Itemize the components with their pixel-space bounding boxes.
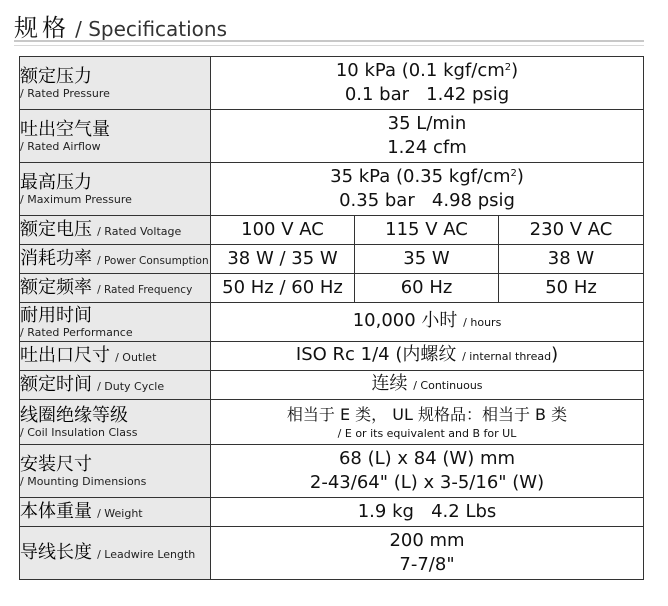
title-underline — [14, 40, 644, 42]
value-text: 35 kPa (0.35 kgf/cm — [330, 166, 511, 187]
row-label — [20, 498, 211, 527]
value-cell: 60 Hz — [355, 274, 499, 303]
label-zh: 吐出口尺寸 — [20, 345, 110, 366]
table-row-rated-voltage — [20, 216, 644, 245]
value-text: 10 kPa (0.1 kgf/cm — [335, 60, 505, 81]
row-value — [211, 163, 644, 216]
row-label — [20, 245, 211, 274]
row-label — [20, 342, 211, 371]
label-zh: 耐用时间 — [20, 304, 92, 326]
row-value — [211, 371, 644, 400]
label-en: / Weight — [97, 507, 143, 520]
label-en: / Rated Pressure — [20, 86, 110, 100]
row-label — [20, 445, 211, 498]
label-zh: 线圈绝缘等级 — [20, 404, 128, 426]
table-row-weight — [20, 498, 644, 527]
value-line-2: 2-43/64" (L) x 3-5/16" (W) — [309, 472, 545, 493]
value-text: ) — [511, 60, 519, 81]
table-row-power-consumption — [20, 245, 644, 274]
label-zh: 吐出空气量 — [20, 118, 110, 140]
row-value — [211, 342, 644, 371]
superscript: 2 — [510, 168, 517, 179]
value-line-1 — [211, 165, 643, 189]
label-en: / Rated Frequency — [97, 284, 193, 296]
value-cell: 230 V AC — [499, 216, 644, 245]
value-text: ) — [516, 166, 524, 187]
row-label — [20, 57, 211, 110]
value-text-small: / internal thread — [462, 350, 552, 363]
value-cell: 38 W / 35 W — [211, 245, 355, 274]
value-text: 连续 — [371, 373, 408, 394]
row-label — [20, 274, 211, 303]
superscript: 2 — [504, 62, 512, 73]
label-en: / Power Consumption — [97, 255, 209, 267]
value-line-2: / E or its equivalent and B for UL — [337, 427, 517, 440]
value-cell: 38 W — [499, 245, 644, 274]
table-row-rated-pressure — [20, 57, 644, 110]
row-value — [211, 110, 644, 163]
row-value: 1.9 kg 4.2 Lbs — [211, 498, 644, 527]
value-line-2: 1.24 cfm — [387, 137, 467, 158]
label-zh: 最高压力 — [20, 171, 92, 193]
table-row-mounting-dimensions — [20, 445, 644, 498]
label-en: / Outlet — [115, 351, 157, 364]
value-line-1 — [211, 59, 643, 83]
label-zh: 额定时间 — [20, 374, 92, 395]
table-row-outlet — [20, 342, 644, 371]
value-text-small: / hours — [463, 316, 502, 329]
specifications-table — [19, 56, 644, 580]
label-en: / Rated Airflow — [20, 139, 101, 153]
table-row-maximum-pressure — [20, 163, 644, 216]
table-row-leadwire-length — [20, 527, 644, 580]
value-line-2: 7-7/8" — [399, 554, 455, 575]
label-zh: 额定压力 — [20, 65, 92, 87]
title-underline-secondary — [14, 45, 644, 46]
label-en: / Maximum Pressure — [20, 192, 132, 206]
title-english: / Specifications — [75, 17, 228, 41]
label-en: / Leadwire Length — [97, 548, 196, 561]
row-label — [20, 216, 211, 245]
table-row-rated-frequency — [20, 274, 644, 303]
row-label — [20, 303, 211, 342]
table-row-rated-performance — [20, 303, 644, 342]
label-en: / Duty Cycle — [97, 380, 165, 393]
label-en: / Mounting Dimensions — [20, 474, 147, 488]
value-line-2: 0.35 bar 4.98 psig — [339, 190, 515, 211]
value-cell: 100 V AC — [211, 216, 355, 245]
value-line-2: 0.1 bar 1.42 psig — [344, 84, 510, 105]
label-zh: 本体重量 — [20, 501, 92, 522]
value-line-1: 68 (L) x 84 (W) mm — [338, 448, 516, 469]
label-en: / Rated Voltage — [97, 225, 182, 238]
row-value — [211, 527, 644, 580]
row-label — [20, 400, 211, 445]
table-row-duty-cycle — [20, 371, 644, 400]
title-chinese: 规格 — [14, 14, 70, 42]
value-line-1: 35 L/min — [387, 113, 467, 134]
value-line-1: 200 mm — [389, 530, 465, 551]
label-zh: 消耗功率 — [20, 248, 92, 269]
row-value — [211, 400, 644, 445]
row-label — [20, 110, 211, 163]
row-label — [20, 163, 211, 216]
row-value — [211, 303, 644, 342]
label-en: / Coil Insulation Class — [20, 425, 138, 439]
value-cell: 115 V AC — [355, 216, 499, 245]
page-title — [14, 8, 228, 42]
value-line-1: 相当于 E 类， UL 规格品：相当于 B 类 — [286, 405, 568, 424]
value-text: 10,000 小时 — [352, 310, 458, 331]
value-text-small: / Continuous — [413, 379, 483, 392]
label-zh: 额定频率 — [20, 277, 92, 298]
value-cell: 50 Hz — [499, 274, 644, 303]
table-row-coil-insulation — [20, 400, 644, 445]
label-zh: 安装尺寸 — [20, 453, 92, 475]
row-label — [20, 371, 211, 400]
table-row-rated-airflow — [20, 110, 644, 163]
row-value — [211, 445, 644, 498]
row-label — [20, 527, 211, 580]
value-cell: 50 Hz / 60 Hz — [211, 274, 355, 303]
value-text: ISO Rc 1/4 (内螺纹 — [295, 344, 457, 365]
value-text: ) — [551, 344, 559, 365]
value-cell: 35 W — [355, 245, 499, 274]
row-value — [211, 57, 644, 110]
label-en: / Rated Performance — [20, 325, 133, 339]
label-zh: 导线长度 — [20, 542, 92, 563]
label-zh: 额定电压 — [20, 219, 92, 240]
